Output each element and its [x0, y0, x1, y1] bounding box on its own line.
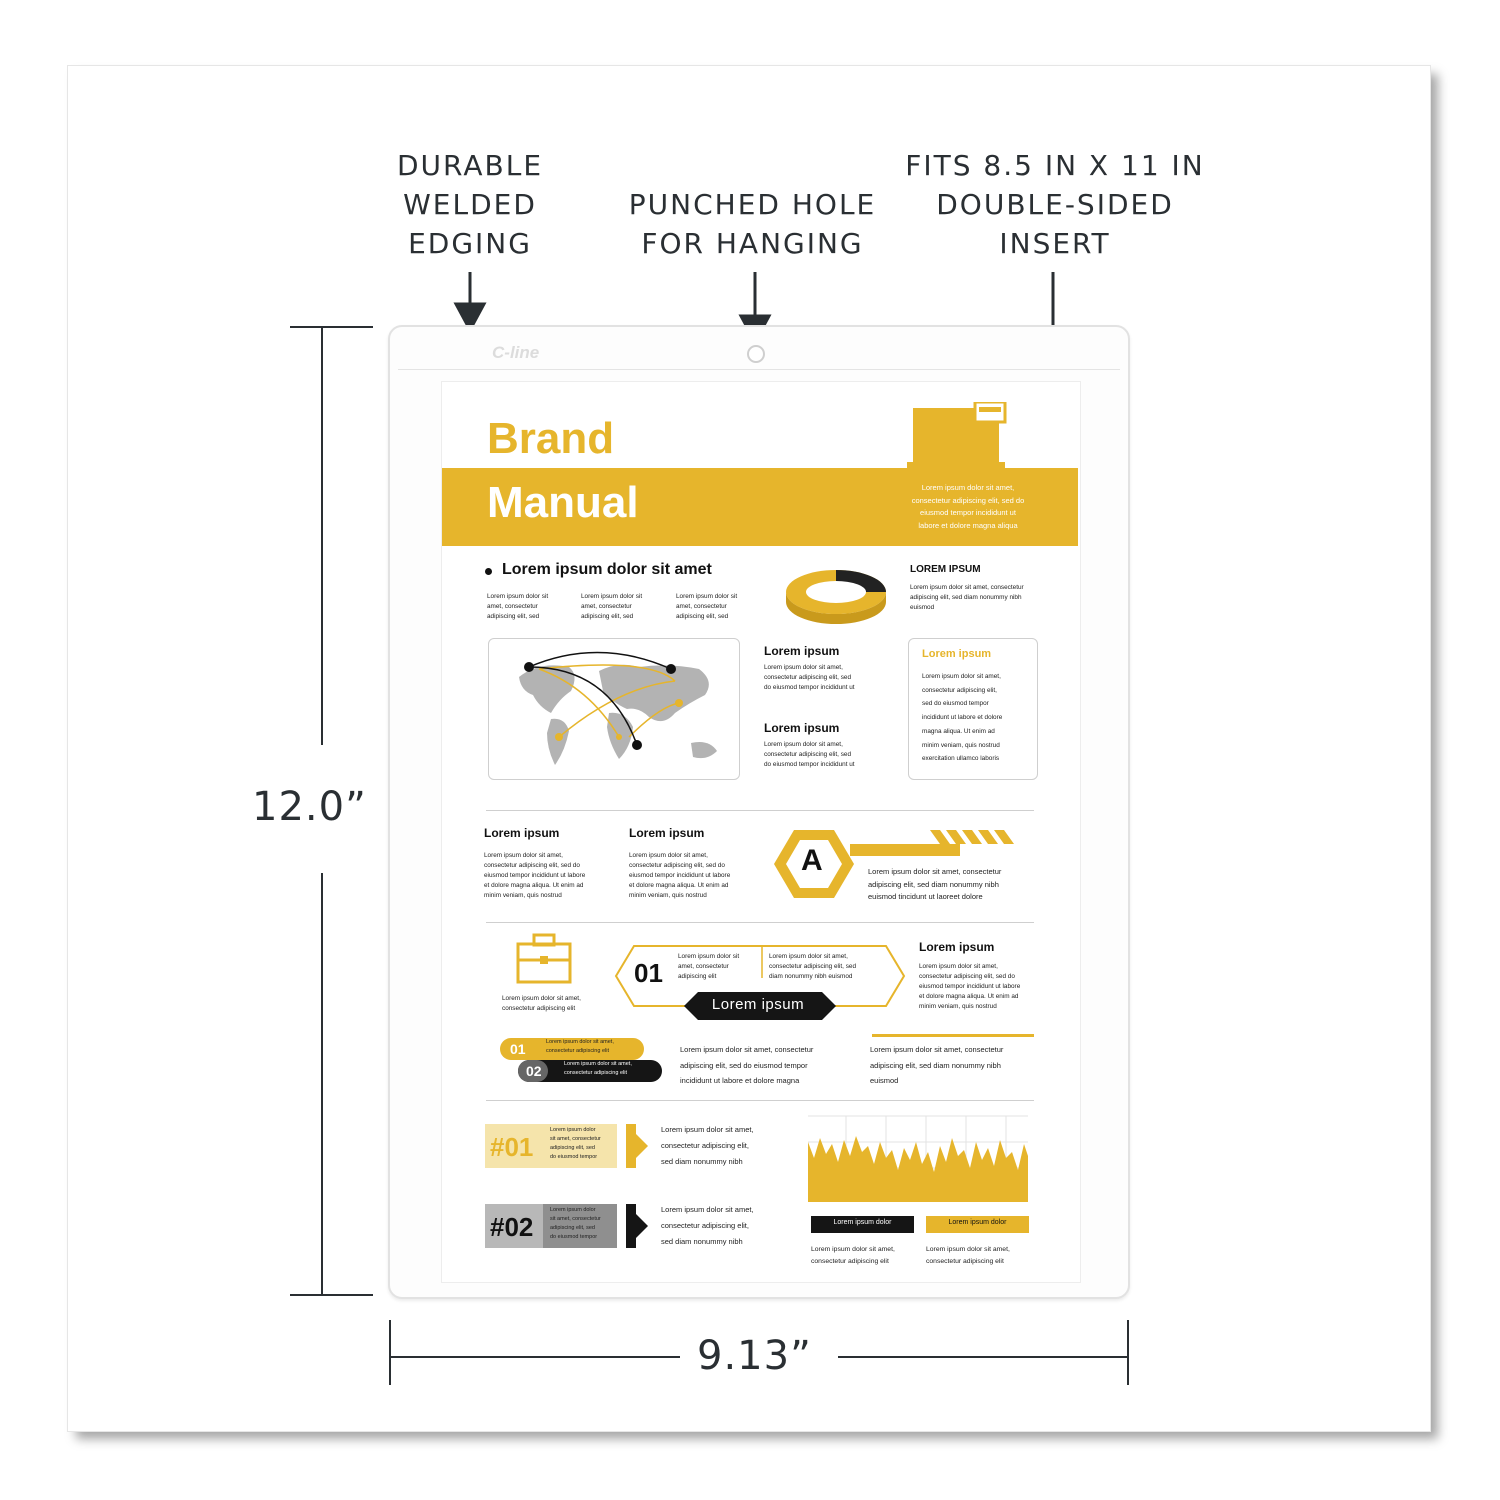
area-chart-icon: [806, 1112, 1032, 1208]
accent-line: [872, 1034, 1034, 1037]
pill-1-number: 01: [510, 1041, 526, 1057]
row2-text-2: Lorem ipsum dolor sit amet, consectetur adipiscing elit, sed do eiusmod tempor incididunt ut labore et dolore magna aliqua. Ut enim ad minim veniam, quis nostrud: [629, 852, 731, 899]
dimension-height: 12.0”: [252, 784, 367, 830]
world-map-icon: [499, 647, 731, 773]
info-box-heading: Lorem ipsum: [922, 648, 992, 660]
weld-line: [398, 369, 1120, 370]
tag-2-label: #02: [490, 1212, 534, 1242]
divider-2: [486, 922, 1034, 923]
dimension-width: 9.13”: [697, 1333, 812, 1379]
legend-yellow-text: Lorem ipsum dolor sit amet, consectetur adipiscing elit: [926, 1246, 1010, 1265]
tag-1-connector: [624, 1122, 650, 1170]
accent-line-text: Lorem ipsum dolor sit amet, consectetur adipiscing elit, sed diam nonummy nibh euismod: [870, 1045, 1004, 1085]
tag-1-text: Lorem ipsum dolor sit amet, consectetur adipiscing elit, sed do eiusmod tempor: [550, 1127, 601, 1160]
hexagon-text: Lorem ipsum dolor sit amet, consectetur adipiscing elit, sed diam nonummy nibh euismod tincidunt ut laoreet dolore: [868, 867, 1002, 901]
lorem-ipsum-caps-heading: LOREM IPSUM: [910, 564, 981, 575]
legend-dark-label: Lorem ipsum dolor: [833, 1219, 892, 1226]
divider-1: [486, 810, 1034, 811]
map-side-heading-1: Lorem ipsum: [764, 644, 840, 658]
step-text-left: Lorem ipsum dolor sit amet, consectetur adipiscing elit: [678, 953, 740, 980]
info-box-text: Lorem ipsum dolor sit amet, consectetur adipiscing elit, sed do eiusmod tempor incididunt ut labore et dolore magna aliqua. Ut enim ad minim veniam, quis nostrud exercitation ullamco laboris: [922, 673, 1003, 763]
section1-col-1: Lorem ipsum dolor sit amet, consectetur adipiscing elit, sed: [487, 593, 549, 620]
callout-welded-edging: DURABLE WELDED EDGING: [396, 149, 544, 260]
row2-heading-1: Lorem ipsum: [484, 826, 560, 840]
manual-title-brand: Brand: [487, 414, 615, 463]
laptop-icon: [907, 402, 1027, 472]
map-side-heading-2: Lorem ipsum: [764, 721, 840, 735]
tag-1-side-text: Lorem ipsum dolor sit amet, consectetur adipiscing elit, sed diam nonummy nibh: [661, 1125, 754, 1166]
pill-side-text: Lorem ipsum dolor sit amet, consectetur adipiscing elit, sed do eiusmod tempor incididunt ut labore et dolore magna: [680, 1045, 814, 1085]
manual-title-manual: Manual: [487, 478, 639, 527]
right-block-heading: Lorem ipsum: [919, 940, 995, 954]
step-text-right: Lorem ipsum dolor sit amet, consectetur adipiscing elit, sed diam nonummy nibh euismod: [769, 953, 857, 980]
step-number: 01: [634, 958, 663, 988]
legend-yellow-label: Lorem ipsum dolor: [948, 1219, 1007, 1226]
donut-chart-icon: [784, 566, 894, 626]
pill-2-text: Lorem ipsum dolor sit amet, consectetur adipiscing elit: [564, 1061, 632, 1076]
tag-2-text: Lorem ipsum dolor sit amet, consectetur adipiscing elit, sed do eiusmod tempor: [550, 1207, 601, 1240]
hexagon-letter: A: [801, 844, 823, 877]
briefcase-icon: [514, 932, 574, 988]
hanging-hole: [747, 345, 765, 363]
lorem-ipsum-caps-text: Lorem ipsum dolor sit amet, consectetur adipiscing elit, sed diam nonummy nibh euismod: [910, 584, 1024, 611]
map-side-text-1: Lorem ipsum dolor sit amet, consectetur adipiscing elit, sed do eiusmod tempor incididunt ut: [764, 664, 855, 691]
brand-logo: C-line: [492, 343, 540, 362]
pill-2-number: 02: [526, 1063, 542, 1079]
tag-2-connector: [624, 1202, 650, 1250]
section1-col-3: Lorem ipsum dolor sit amet, consectetur adipiscing elit, sed: [676, 593, 738, 620]
row2-heading-2: Lorem ipsum: [629, 826, 705, 840]
callout-punched-hole: PUNCHED HOLE FOR HANGING: [628, 188, 877, 260]
pill-1-text: Lorem ipsum dolor sit amet, consectetur adipiscing elit: [546, 1039, 614, 1054]
tag-2-side-text: Lorem ipsum dolor sit amet, consectetur adipiscing elit, sed diam nonummy nibh: [661, 1205, 754, 1246]
section1-heading: Lorem ipsum dolor sit amet: [502, 561, 712, 578]
bullet-dot: [485, 568, 492, 575]
briefcase-text: Lorem ipsum dolor sit amet, consectetur adipiscing elit: [502, 995, 581, 1012]
section1-col-2: Lorem ipsum dolor sit amet, consectetur adipiscing elit, sed: [581, 593, 643, 620]
step-label: Lorem ipsum: [711, 996, 805, 1013]
right-block-text: Lorem ipsum dolor sit amet, consectetur adipiscing elit, sed do eiusmod tempor incididunt ut labore et dolore magna aliqua. Ut enim ad minim veniam, quis nostrud: [919, 963, 1021, 1010]
divider-3: [486, 1100, 1034, 1101]
callout-insert-size: FITS 8.5 IN X 11 IN DOUBLE-SIDED INSERT: [905, 149, 1205, 260]
map-side-text-2: Lorem ipsum dolor sit amet, consectetur adipiscing elit, sed do eiusmod tempor incididunt ut: [764, 741, 855, 768]
map-frame: [488, 638, 740, 780]
header-text: Lorem ipsum dolor sit amet, consectetur adipiscing elit, sed do eiusmod tempor incididunt ut labore et dolore magna aliqua: [911, 483, 1025, 530]
tag-1-label: #01: [490, 1132, 534, 1162]
legend-dark-text: Lorem ipsum dolor sit amet, consectetur adipiscing elit: [811, 1246, 895, 1265]
insert-sheet: [442, 382, 1080, 1282]
row2-text-1: Lorem ipsum dolor sit amet, consectetur adipiscing elit, sed do eiusmod tempor incididunt ut labore et dolore magna aliqua. Ut enim ad minim veniam, quis nostrud: [484, 852, 586, 899]
